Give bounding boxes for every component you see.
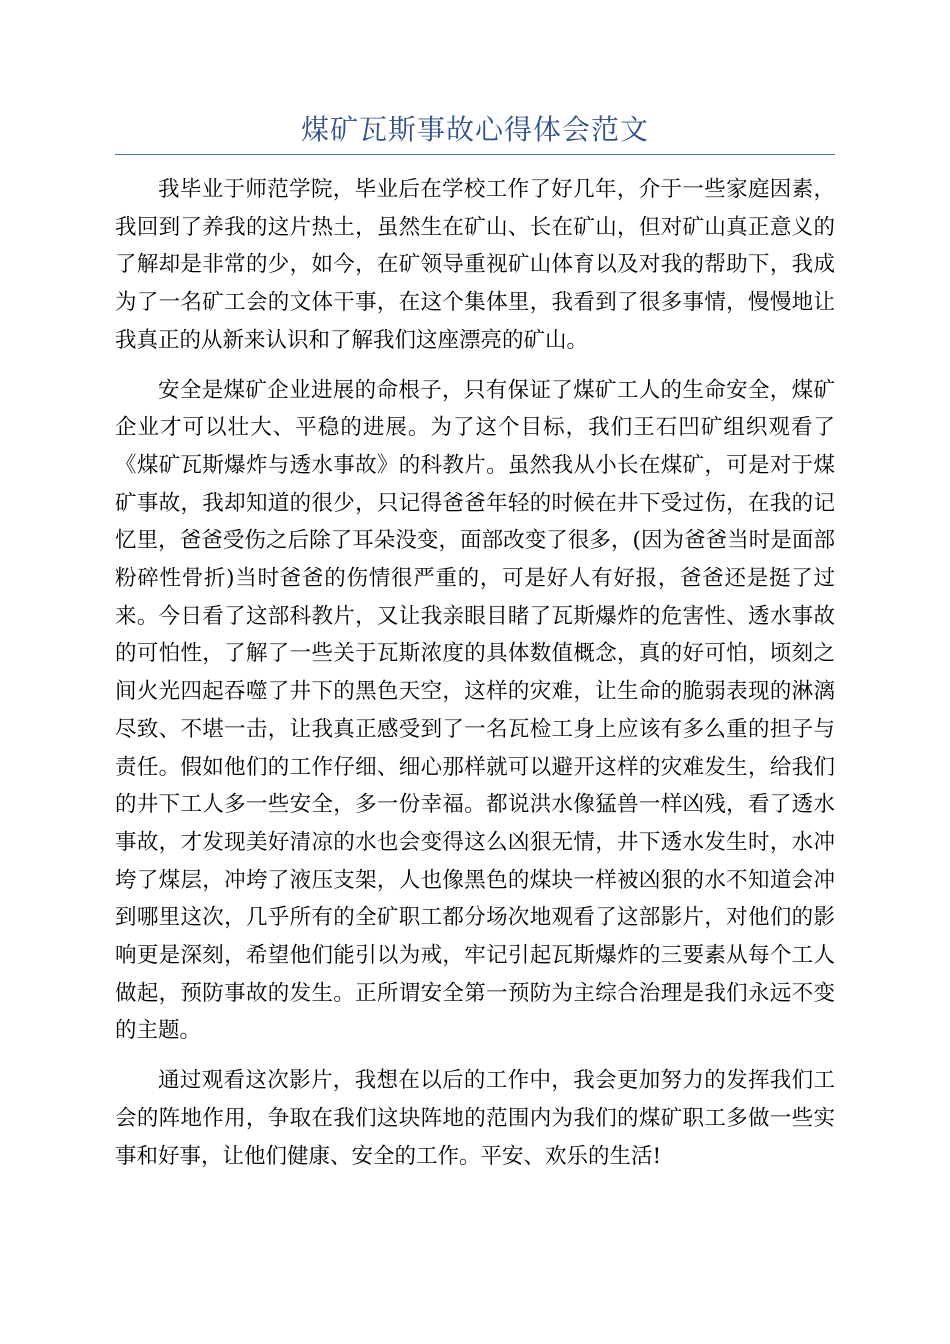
title-block <box>115 110 835 155</box>
paragraph-1: 我毕业于师范学院，毕业后在学校工作了好几年，介于一些家庭因素，我回到了养我的这片热土，虽然生在矿山、长在矿山，但对矿山真正意义的了解却是非常的少，如今，在矿领导重视矿山体育以及对我的帮助下，我成为了一名矿工会的文体干事，在这个集体里，我看到了很多事情，慢慢地让我真正的从新来认识和了解我们这座漂亮的矿山。 <box>115 177 835 353</box>
document-body <box>115 171 835 1175</box>
paragraph-3: 通过观看这次影片，我想在以后的工作中，我会更加努力的发挥我们工会的阵地作用，争取在我们这块阵地的范围内为我们的煤矿职工多做一些实事和好事，让他们健康、安全的工作。平安、欢乐的生活! <box>115 1068 835 1169</box>
document-title: 煤矿瓦斯事故心得体会范文 <box>300 113 649 146</box>
paragraph-2: 安全是煤矿企业进展的命根子，只有保证了煤矿工人的生命安全，煤矿企业才可以壮大、平稳的进展。为了这个目标，我们王石凹矿组织观看了《煤矿瓦斯爆炸与透水事故》的科教片。虽然我从小长在煤矿，可是对于煤矿事故，我却知道的很少，只记得爸爸年轻的时候在井下受过伤，在我的记忆里，爸爸受伤之后除了耳朵没变，面部改变了很多，(因为爸爸当时是面部粉碎性骨折)当时爸爸的伤情很严重的，可是好人有好报，爸爸还是挺了过来。今日看了这部科教片，又让我亲眼目睹了瓦斯爆炸的危害性、透水事故的可怕性，了解了一些关于瓦斯浓度的具体数值概念，真的好可怕，顷刻之间火光四起吞噬了井下的黑色天空，这样的灾难，让生命的脆弱表现的淋漓尽致、不堪一击，让我真正感受到了一名瓦检工身上应该有多么重的担子与责任。假如他们的工作仔细、细心那样就可以避开这样的灾难发生，给我们的井下工人多一些安全，多一份幸福。都说洪水像猛兽一样凶残，看了透水事故，才发现美好清凉的水也会变得这么凶狠无情，井下透水发生时，水冲垮了煤层，冲垮了液压支架，人也像黑色的煤块一样被凶狠的水不知道会冲到哪里这次，几乎所有的全矿职工都分场次地观看了这部影片，对他们的影响更是深刻，希望他们能引以为戒，牢记引起瓦斯爆炸的三要素从每个工人做起，预防事故的发生。正所谓安全第一预防为主综合治理是我们永远不变的主题。 <box>115 377 835 1044</box>
document-page <box>115 110 835 1187</box>
